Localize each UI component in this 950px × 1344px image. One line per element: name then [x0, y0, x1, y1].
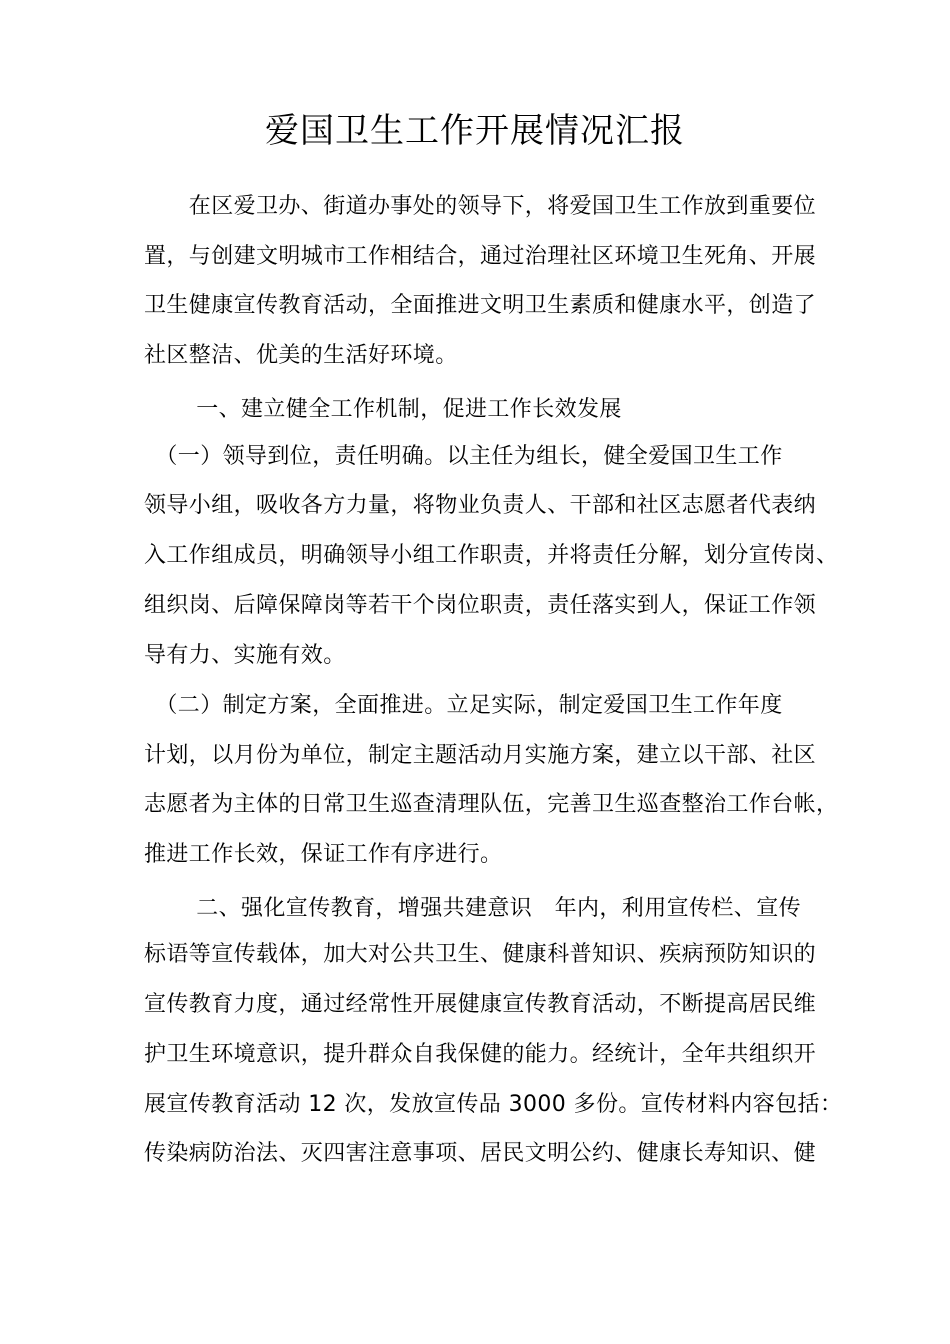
- body-line: 入工作组成员，明确领导小组工作职责，并将责任分解，划分宣传岗、: [144, 543, 839, 568]
- section-heading: 一、建立健全工作机制，促进工作长效发展: [144, 397, 622, 422]
- body-line: 导有力、实施有效。: [144, 643, 346, 668]
- body-line: 志愿者为主体的日常卫生巡查清理队伍，完善卫生巡查整治工作台帐，: [144, 792, 839, 817]
- body-line: 卫生健康宣传教育活动，全面推进文明卫生素质和健康水平，创造了: [144, 293, 817, 318]
- body-line: 计划，以月份为单位，制定主题活动月实施方案，建立以干部、社区: [144, 743, 817, 768]
- body-line: 置，与创建文明城市工作相结合，通过治理社区环境卫生死角、开展: [144, 244, 817, 269]
- body-line: 标语等宣传载体，加大对公共卫生、健康科普知识、疾病预防知识的: [144, 942, 817, 967]
- body-line: 展宣传教育活动 12 次，发放宣传品 3000 多份。宣传材料内容包括：: [144, 1092, 843, 1117]
- body-line: 推进工作长效，保证工作有序进行。: [144, 842, 503, 867]
- body-line: （二）制定方案，全面推进。立足实际，制定爱国卫生工作年度: [144, 693, 783, 718]
- body-line: 传染病防治法、灭四害注意事项、居民文明公约、健康长寿知识、健: [144, 1141, 817, 1166]
- body-line: 护卫生环境意识，提升群众自我保健的能力。经统计，全年共组织开: [144, 1042, 817, 1067]
- section-heading: 二、强化宣传教育，增强共建意识 年内，利用宣传栏、宣传: [144, 896, 801, 921]
- body-line: 领导小组，吸收各方力量，将物业负责人、干部和社区志愿者代表纳: [144, 493, 817, 518]
- body-line: 宣传教育力度，通过经常性开展健康宣传教育活动，不断提高居民维: [144, 992, 817, 1017]
- body-line: 组织岗、后障保障岗等若干个岗位职责，责任落实到人，保证工作领: [144, 593, 817, 618]
- document-title: 爱国卫生工作开展情况汇报: [265, 111, 685, 151]
- body-line: 社区整洁、优美的生活好环境。: [144, 343, 458, 368]
- body-line: （一）领导到位，责任明确。以主任为组长，健全爱国卫生工作: [144, 444, 783, 469]
- body-line: 在区爱卫办、街道办事处的领导下，将爱国卫生工作放到重要位: [144, 194, 817, 219]
